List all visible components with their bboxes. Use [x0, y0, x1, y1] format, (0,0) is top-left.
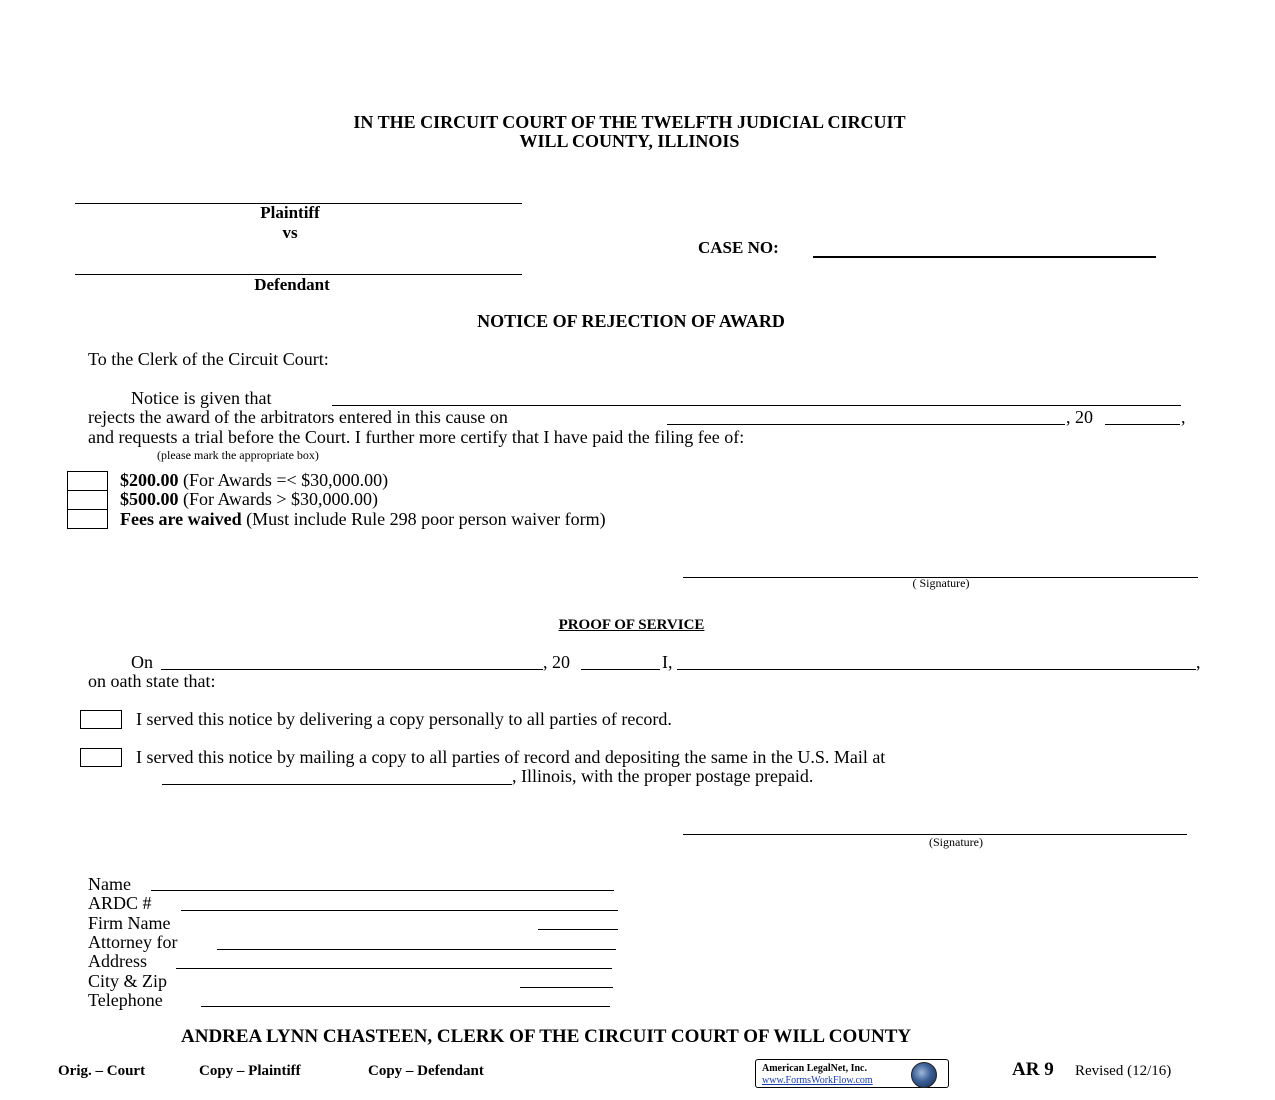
served-personally-checkbox[interactable]	[80, 710, 122, 729]
proof-trailing-comma: ,	[1196, 652, 1201, 672]
court-header-line1: IN THE CIRCUIT COURT OF THE TWELFTH JUDICIAL CIRCUIT	[353, 112, 906, 132]
address-label: Address	[88, 951, 147, 971]
proof-i-label: I,	[662, 652, 673, 672]
fee-500-desc: (For Awards > $30,000.00)	[178, 489, 378, 509]
firm-name-line[interactable]	[538, 929, 618, 930]
case-no-label: CASE NO:	[698, 238, 779, 257]
notice-given-text: Notice is given that	[131, 388, 272, 408]
signature-label-1: ( Signature)	[912, 576, 970, 590]
attorney-for-line[interactable]	[217, 949, 616, 950]
form-id: AR 9	[1012, 1059, 1054, 1080]
requests-text: and requests a trial before the Court. I further more certify that I have paid the filing fee of:	[88, 427, 745, 447]
logo-company-name: American LegalNet, Inc.	[762, 1063, 867, 1074]
served-mail-checkbox[interactable]	[80, 748, 122, 767]
fee-500-checkbox[interactable]	[67, 490, 108, 510]
proof-on-label: On	[131, 652, 153, 672]
served-personally-text: I served this notice by delivering a copy personally to all parties of record.	[136, 709, 672, 729]
proof-year-prefix: , 20	[543, 652, 570, 672]
globe-icon	[911, 1062, 937, 1088]
fee-500-option	[120, 489, 378, 509]
fee-waived-desc: (Must include Rule 298 poor person waiver form)	[241, 509, 606, 529]
footer-copy-plaintiff: Copy – Plaintiff	[199, 1063, 301, 1079]
footer-orig-court: Orig. – Court	[58, 1063, 146, 1079]
telephone-label: Telephone	[88, 990, 163, 1010]
award-year-prefix: , 20	[1066, 407, 1093, 427]
telephone-line[interactable]	[201, 1006, 610, 1007]
fee-waived-checkbox[interactable]	[67, 509, 108, 529]
fee-200-amount: $200.00	[120, 470, 179, 490]
footer-copy-defendant: Copy – Defendant	[368, 1063, 484, 1079]
attorney-name-line[interactable]	[151, 890, 614, 891]
vs-label: vs	[282, 223, 298, 242]
fee-500-amount: $500.00	[120, 489, 179, 509]
american-legalnet-logo[interactable]	[755, 1059, 949, 1088]
city-zip-line[interactable]	[520, 987, 613, 988]
mark-hint: (please mark the appropriate box)	[157, 448, 319, 462]
proof-year-line[interactable]	[581, 669, 660, 670]
attorney-for-label: Attorney for	[88, 932, 178, 952]
address-line[interactable]	[176, 968, 612, 969]
ardc-label: ARDC #	[88, 893, 152, 913]
plaintiff-label: Plaintiff	[260, 203, 320, 222]
award-date-line[interactable]	[667, 424, 1065, 425]
proof-name-line[interactable]	[677, 669, 1196, 670]
defendant-label: Defendant	[254, 275, 330, 294]
fee-waived-option	[120, 509, 606, 529]
fee-200-option	[120, 470, 388, 490]
award-trailing-comma: ,	[1181, 407, 1186, 427]
party-name-line[interactable]	[332, 405, 1181, 406]
illinois-text: , Illinois, with the proper postage prepaid.	[512, 766, 814, 786]
court-header-line2: WILL COUNTY, ILLINOIS	[519, 131, 740, 151]
logo-url-link[interactable]: www.FormsWorkFlow.com	[762, 1075, 873, 1086]
rejects-text: rejects the award of the arbitrators entered in this cause on	[88, 407, 508, 427]
award-year-line[interactable]	[1105, 424, 1180, 425]
proof-of-service-title: PROOF OF SERVICE	[558, 617, 705, 633]
mail-city-line[interactable]	[162, 784, 512, 785]
clerk-line: ANDREA LYNN CHASTEEN, CLERK OF THE CIRCUIT COURT OF WILL COUNTY	[181, 1026, 912, 1047]
oath-text: on oath state that:	[88, 671, 216, 691]
fee-200-desc: (For Awards =< $30,000.00)	[178, 470, 389, 490]
ardc-line[interactable]	[181, 910, 618, 911]
fee-200-checkbox[interactable]	[67, 471, 108, 491]
proof-date-line[interactable]	[161, 669, 543, 670]
page-title: NOTICE OF REJECTION OF AWARD	[477, 311, 785, 331]
signature-label-2: (Signature)	[929, 835, 983, 849]
served-mail-text: I served this notice by mailing a copy to all parties of record and depositing the same in the U.S. Mail at	[136, 747, 886, 767]
city-zip-label: City & Zip	[88, 971, 168, 991]
firm-name-label: Firm Name	[88, 913, 171, 933]
case-no-line[interactable]	[813, 256, 1156, 258]
attorney-name-label: Name	[88, 874, 131, 894]
fee-waived-label: Fees are waived	[120, 509, 242, 529]
revised-date: Revised (12/16)	[1075, 1063, 1172, 1079]
salutation: To the Clerk of the Circuit Court:	[88, 349, 329, 369]
